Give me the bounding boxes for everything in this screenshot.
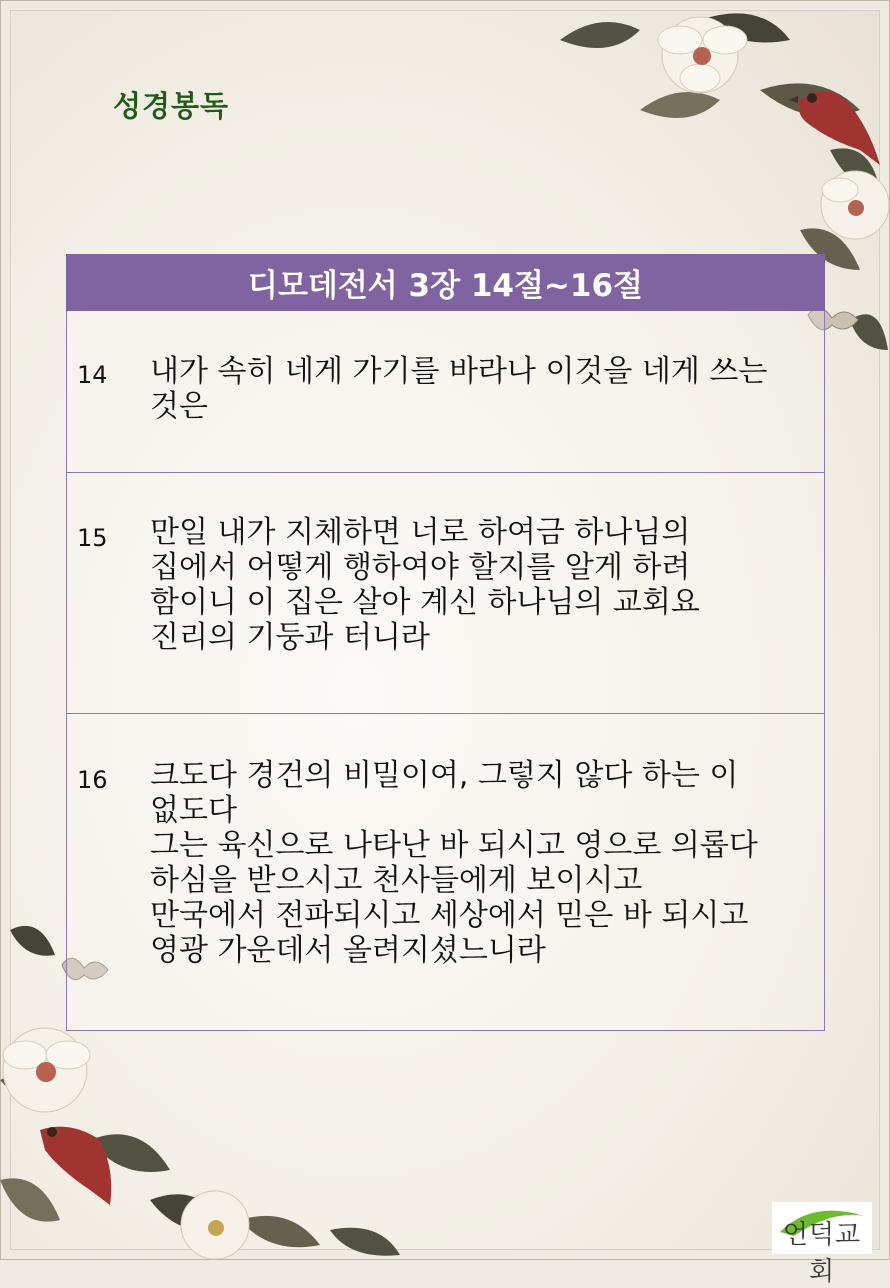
verse-row: [66, 311, 825, 473]
verse-line: 것은: [150, 389, 208, 424]
verse-text: [150, 354, 812, 424]
verse-row: [66, 473, 825, 714]
church-logo: [772, 1202, 872, 1287]
verse-number: 14: [77, 361, 108, 389]
verse-line: 영광 가운데서 올려지셨느니라: [150, 933, 546, 968]
verse-line: 하심을 받으시고 천사들에게 보이시고: [150, 863, 643, 898]
verse-line: 크도다 경건의 비밀이여, 그렇지 않다 하는 이: [150, 758, 739, 793]
verse-row: [66, 714, 825, 1031]
page-heading: 성경봉독: [113, 89, 230, 123]
verse-text: [150, 515, 812, 655]
passage-title: 디모데전서 3장 14절~16절: [66, 254, 825, 311]
scripture-table: [66, 254, 825, 1031]
verse-line: 진리의 기둥과 터니라: [150, 620, 430, 655]
verse-line: 만일 내가 지체하면 너로 하여금 하나님의: [150, 515, 691, 550]
verse-line: 함이니 이 집은 살아 계신 하나님의 교회요: [150, 585, 700, 620]
verse-line: 집에서 어떻게 행하여야 할지를 알게 하려: [150, 550, 691, 585]
verse-text: [150, 758, 812, 968]
logo-text: 언덕교회: [782, 1220, 862, 1287]
verse-line: 그는 육신으로 나타난 바 되시고 영으로 의롭다: [150, 828, 758, 863]
verse-line: 내가 속히 네게 가기를 바라나 이것을 네게 쓰는: [150, 354, 768, 389]
verse-number: 15: [77, 524, 108, 552]
verse-line: 만국에서 전파되시고 세상에서 믿은 바 되시고: [150, 898, 749, 933]
verse-line: 없도다: [150, 793, 237, 828]
verse-number: 16: [77, 766, 108, 794]
